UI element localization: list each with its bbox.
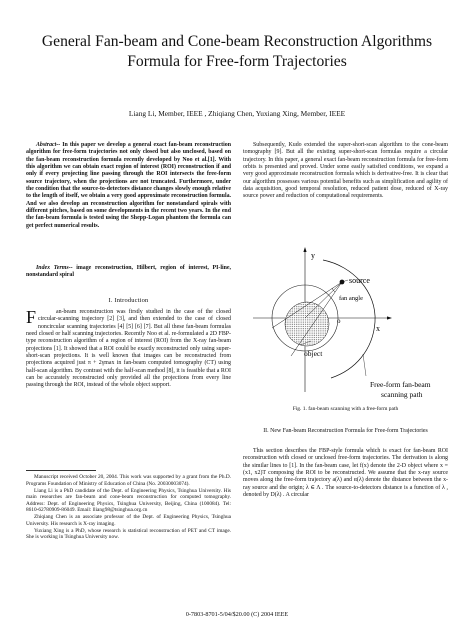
- y-axis-arrow: [303, 247, 306, 252]
- abstract-label: Abstract--: [36, 142, 61, 148]
- object-label: object: [304, 349, 323, 358]
- footnote-manuscript: Manuscript received October 20, 2004. This work was supported by a grant from the Ph.D. Programs Foundation of Ministry of Education of China (No. 20030003074).: [26, 474, 231, 487]
- x-axis-arrow: [387, 316, 392, 319]
- index-terms-text: image reconstruction, Hilbert, region of interest, PI-line, nonstandard spiral: [26, 265, 231, 279]
- section-heading-introduction: I. Introduction: [108, 297, 149, 304]
- trajectory-label-line1: Free-form fan-beam: [370, 380, 431, 389]
- introduction-paragraph: [26, 309, 231, 390]
- trajectory-pointer: [363, 354, 366, 376]
- y-axis-label: y: [311, 251, 315, 260]
- figure-caption: Fig. 1. fan-beam scanning with a free-form path: [292, 406, 399, 412]
- footnote-author-chen: Zhiqiang Chen is an associate professor of the Dept. of Engineering Physics, Tsinghua University. His research is X-ray imaging.: [26, 514, 231, 527]
- fan-beam-figure: [245, 244, 445, 406]
- x-axis-label: x: [376, 324, 380, 333]
- right-paragraph-2: This section describes the FBP-style formula which is exact for fan-beam ROI reconstruction with closed or unclosed free-form trajectories. The derivation is along the similar lines to [1]. In the fan-beam case, let f(x) denote the 2-D object where x = (x1, x2)T composing the ROI to be reconstructed. We assume that the x-ray source moves along the free-form trajectory a(λ) and α(λ) denote the distance between the x-ray source and the origin; λ ∈ Λ . The source-to-detectors distance is a function of λ , denoted by D(λ) . A circular: [243, 448, 448, 499]
- abstract: [26, 142, 231, 230]
- index-terms: [26, 265, 231, 280]
- source-label: source: [349, 276, 370, 285]
- page-footer: 0-7803-8701-5/04/$20.00 (C) 2004 IEEE: [185, 611, 289, 618]
- author-line: Liang Li, Member, IEEE , Zhiqiang Chen, Yuxiang Xing, Member, IEEE: [128, 109, 346, 118]
- footnote-author-li: Liang Li is a PhD candidate of the Dept. of Engineering Physics, Tsinghua University. His main researches are fan-beam and cone-beam reconstruction for computed tomography. Address: Dept. of Engineering Physics, Tsinghua University, Beijing, China (100084). Tel: 8610-62780909-86049. Email: lliang98@tsinghua.org.cn: [26, 487, 231, 514]
- introduction-text: an-beam reconstruction was firstly studied in the case of the closed circular-scanning trajectory [2] [3], and then extended to the case of closed noncircular scanning trajectories [4] [5] [6] [7]. But all these fan-beam formulas need closed or half scanning trajectories. Recently Noo et al. re-formulated a 2D FBP-type reconstruction algorithm of a region of interest (ROI) from the X-ray fan-beam projections [1]. It showed that a ROI could be exactly reconstructed only using super-short-scan projections. It is well known that images can be reconstructed from projections acquired just π + 2γmax in fan-beam computed tomography (CT) using half-scan algorithm. By contrast with the half-scan method [8], it is feasible that a ROI can be accurately reconstructed only provided all the projections from every line passing through the ROI, instead of the whole object support.: [26, 309, 231, 389]
- fan-angle-label: fan angle: [339, 295, 364, 302]
- footnotes: [26, 474, 231, 541]
- section-heading-formula: II. New Fan-beam Reconstruction Formula for Free-form Trajectories: [263, 428, 428, 434]
- footnote-author-xing: Yuxiang Xing is a PhD, whose research is statistical reconstruction of PET and CT image. She is working in Tsinghua University now.: [26, 527, 231, 541]
- origin-label: o: [337, 317, 341, 325]
- right-paragraph-1: Subsequently, Kudo extended the super-short-scan algorithm to the cone-beam tomography [9]. But all the existing super-short-scan formulas require a circular trajectory. In this paper, a general exact fan-beam reconstruction formula for free-form orbits is presented and proved. Under some easily satisfied conditions, we expand a very good approximate reconstruction formula which is derivative-free. It is clear that our algorithm possesses various potential benefits such as simplification and agility of data acquisition, good temporal resolution, reduced patient dose, reduced of X-ray source power and reduction of computational requirements.: [243, 142, 448, 200]
- footnote-divider: [26, 470, 96, 471]
- roi-region: [285, 302, 329, 346]
- index-terms-label: Index Terms--: [36, 265, 73, 271]
- abstract-text: In this paper we develop a general exact fan-beam reconstruction algorithm for free-form trajectories not only closed but also unclosed, based on the fan-beam reconstruction formula recently developed by Noo et al.[1]. With this algorithm we can obtain exact region of interest (ROI) reconstruction if and only if every projecting line passing through the ROI intersects the free-form source trajectory, when the projections are not truncated. Furthermore, under the condition that the source-to-detectors distance changes slowly enough relative to the length of itself, we obtain a very good approximate reconstruction formula. And we also develop an reconstruction algorithm for nonstandard spirals with different pitches, based on some developments in the recent two years. In the end the fan-beam formula is tested using the Shepp-Logan phantom the formula can get perfect numerical results.: [26, 142, 231, 229]
- paper-title: General Fan-beam and Cone-beam Reconstruction Algorithms Formula for Free-form Trajectories: [41, 33, 433, 70]
- dropcap-letter: F: [26, 307, 37, 327]
- trajectory-label-line2: scanning path: [381, 390, 423, 399]
